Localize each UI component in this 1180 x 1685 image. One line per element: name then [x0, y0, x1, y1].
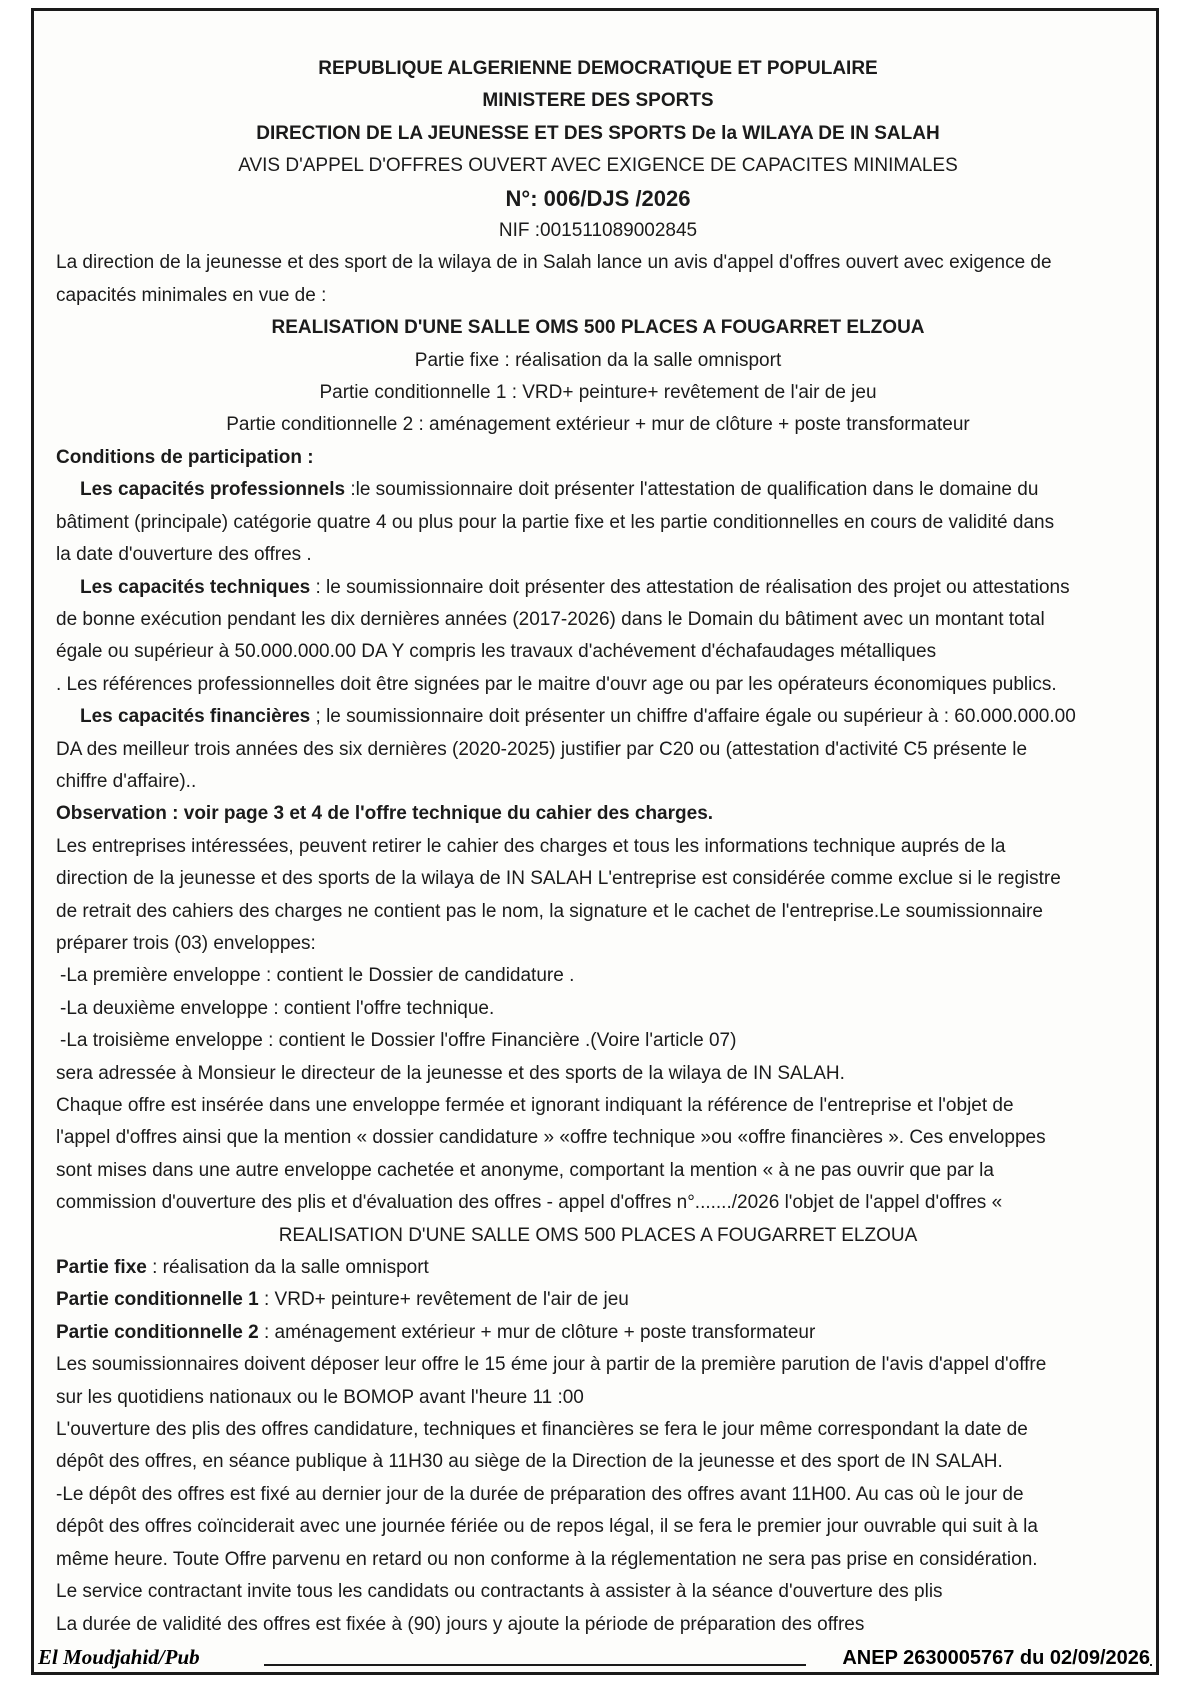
- fin-capacity-line: DA des meilleur trois années des six dernières (2020-2025) justifier par C20 ou (attestation d'activité C5 présente le: [56, 738, 1028, 760]
- closing-line: La durée de validité des offres est fixée à (90) jours y ajoute la période de préparation des offres: [56, 1613, 865, 1635]
- conditional-part-2-label: Partie conditionnelle 2: [56, 1321, 259, 1343]
- closing-line: Les soumissionnaires doivent déposer leur offre le 15 éme jour à partir de la première parution de l'avis d'appel d'offre: [56, 1354, 1047, 1376]
- project-title: REALISATION D'UNE SALLE OMS 500 PLACES A FOUGARRET ELZOUA: [271, 317, 925, 339]
- tech-capacity-label: Les capacités techniques: [80, 576, 311, 598]
- conditional-part-2-text: : aménagement extérieur + mur de clôture + poste transformateur: [258, 1321, 816, 1343]
- conditional-part-2-line: [56, 1317, 1140, 1349]
- tech-capacity-line: [56, 572, 1140, 604]
- header-direction: DIRECTION DE LA JEUNESSE ET DES SPORTS De la WILAYA DE IN SALAH: [256, 122, 940, 144]
- closing-line: même heure. Toute Offre parvenu en retard ou non conforme à la réglementation ne sera pas prise en considération.: [56, 1548, 1038, 1570]
- fin-capacity-line: chiffre d'affaire)..: [56, 770, 197, 792]
- envelope-item: -La première enveloppe : contient le Dossier de candidature .: [60, 965, 575, 987]
- conditional-part-1-text: : VRD+ peinture+ revêtement de l'air de jeu: [258, 1289, 629, 1311]
- notice-frame: [31, 8, 1159, 1675]
- header-republic: REPUBLIQUE ALGERIENNE DEMOCRATIQUE ET POPULAIRE: [318, 58, 878, 79]
- fin-capacity-label: Les capacités financières: [80, 706, 311, 728]
- project-conditional-part-1: Partie conditionnelle 1 : VRD+ peinture+ revêtement de l'air de jeu: [319, 382, 877, 404]
- notice-number: N°: 006/DJS /2026: [505, 185, 691, 211]
- address-line: l'appel d'offres ainsi que la mention « dossier candidature » «offre technique »ou «offre financières ». Ces enveloppes: [56, 1127, 1046, 1149]
- closing-line: -Le dépôt des offres est fixé au dernier jour de la durée de préparation des offres avant 11H00. Au cas où le jour de: [56, 1483, 1024, 1505]
- header-notice-type: AVIS D'APPEL D'OFFRES OUVERT AVEC EXIGENCE DE CAPACITES MINIMALES: [238, 155, 958, 177]
- pro-capacity-label: Les capacités professionnels: [80, 479, 346, 501]
- pro-capacity-line: la date d'ouverture des offres .: [56, 544, 312, 566]
- pro-capacity-line: bâtiment (principale) catégorie quatre 4 ou plus pour la partie fixe et les partie conditionnelles en cours de validité dans: [56, 511, 1055, 533]
- tech-capacity-line: de bonne exécution pendant les dix dernières années (2017-2026) dans le Domain du bâtiment avec un montant total: [56, 608, 1045, 630]
- header-ministry: MINISTERE DES SPORTS: [482, 90, 714, 112]
- notice-body: [56, 53, 1140, 1641]
- address-line: sont mises dans une autre enveloppe cachetée et anonyme, comportant la mention « à ne pas ouvrir que par la: [56, 1159, 994, 1181]
- conditions-heading: Conditions de participation :: [56, 446, 314, 468]
- intro-line: La direction de la jeunesse et des sport de la wilaya de in Salah lance un avis d'appel d'offres ouvert avec exigence de: [56, 252, 1052, 274]
- conditional-part-1-line: [56, 1284, 1140, 1316]
- project-title-repeat: REALISATION D'UNE SALLE OMS 500 PLACES A FOUGARRET ELZOUA: [278, 1224, 918, 1246]
- closing-line: L'ouverture des plis des offres candidature, techniques et financières se fera le jour même correspondant la date de: [56, 1419, 1028, 1441]
- nif: NIF :001511089002845: [498, 220, 698, 242]
- tech-capacity-line: . Les références professionnelles doit être signées par le maitre d'ouvr age ou par les opérateurs économiques publics.: [56, 673, 1057, 695]
- intro-line: capacités minimales en vue de :: [56, 284, 327, 306]
- closing-line: dépôt des offres, en séance publique à 11H30 au siège de la Direction de la jeunesse et des sport de IN SALAH.: [56, 1451, 1003, 1473]
- project-conditional-part-2: Partie conditionnelle 2 : aménagement extérieur + mur de clôture + poste transformateur: [226, 414, 970, 436]
- fixed-part-text: : réalisation da la salle omnisport: [146, 1257, 429, 1279]
- fixed-part-label: Partie fixe: [56, 1257, 147, 1279]
- footer-anep-ref: ANEP 2630005767 du 02/09/2026: [836, 1647, 1150, 1670]
- footer-source: El Moudjahid/Pub: [38, 1645, 206, 1670]
- footer-rule: [264, 1664, 806, 1666]
- tech-capacity-text: : le soumissionnaire doit présenter des attestation de réalisation des projet ou attestations: [310, 576, 1070, 598]
- fin-capacity-text: ; le soumissionnaire doit présenter un chiffre d'affaire égale ou supérieur à : 60.000.000.00: [310, 706, 1076, 728]
- closing-line: dépôt des offres coïnciderait avec une journée fériée ou de repos légal, il se fera le premier jour ouvrable qui suit à la: [56, 1516, 1038, 1538]
- pro-capacity-text: :le soumissionnaire doit présenter l'attestation de qualification dans le domaine du: [345, 479, 1039, 501]
- retrait-line: direction de la jeunesse et des sports de la wilaya de IN SALAH L'entreprise est considérée comme exclue si le registre: [56, 868, 1061, 890]
- fin-capacity-line: [56, 701, 1140, 733]
- project-fixed-part: Partie fixe : réalisation da la salle omnisport: [414, 349, 782, 371]
- tech-capacity-line: égale ou supérieur à 50.000.000.00 DA Y compris les travaux d'achévement d'échafaudages métalliques: [56, 641, 937, 663]
- conditional-part-1-label: Partie conditionnelle 1: [56, 1289, 259, 1311]
- closing-line: sur les quotidiens nationaux ou le BOMOP avant l'heure 11 :00: [56, 1386, 584, 1408]
- envelope-item: -La troisième enveloppe : contient le Dossier l'offre Financière .(Voire l'article 07): [60, 1030, 737, 1052]
- retrait-line: de retrait des cahiers des charges ne contient pas le nom, la signature et le cachet de l'entreprise.Le soumissionnaire: [56, 900, 1043, 922]
- closing-line: Le service contractant invite tous les candidats ou contractants à assister à la séance d'ouverture des plis: [56, 1581, 943, 1603]
- fixed-part-line: [56, 1252, 1140, 1284]
- envelope-item: -La deuxième enveloppe : contient l'offre technique.: [60, 997, 495, 1019]
- retrait-line: Les entreprises intéressées, peuvent retirer le cahier des charges et tous les informations technique auprés de la: [56, 835, 1006, 857]
- retrait-line: préparer trois (03) enveloppes:: [56, 932, 316, 954]
- address-line: Chaque offre est insérée dans une enveloppe fermée et ignorant indiquant la référence de l'entreprise et l'objet de: [56, 1095, 1014, 1116]
- address-line: commission d'ouverture des plis et d'évaluation des offres - appel d'offres n°......./2026 l'objet de l'appel d'offres «: [56, 1192, 1003, 1214]
- footer: [34, 1642, 1156, 1674]
- observation: Observation : voir page 3 et 4 de l'offre technique du cahier des charges.: [56, 803, 714, 825]
- address-line: sera adressée à Monsieur le directeur de la jeunesse et des sports de la wilaya de IN SALAH.: [56, 1062, 845, 1084]
- pro-capacity-line: [56, 474, 1140, 506]
